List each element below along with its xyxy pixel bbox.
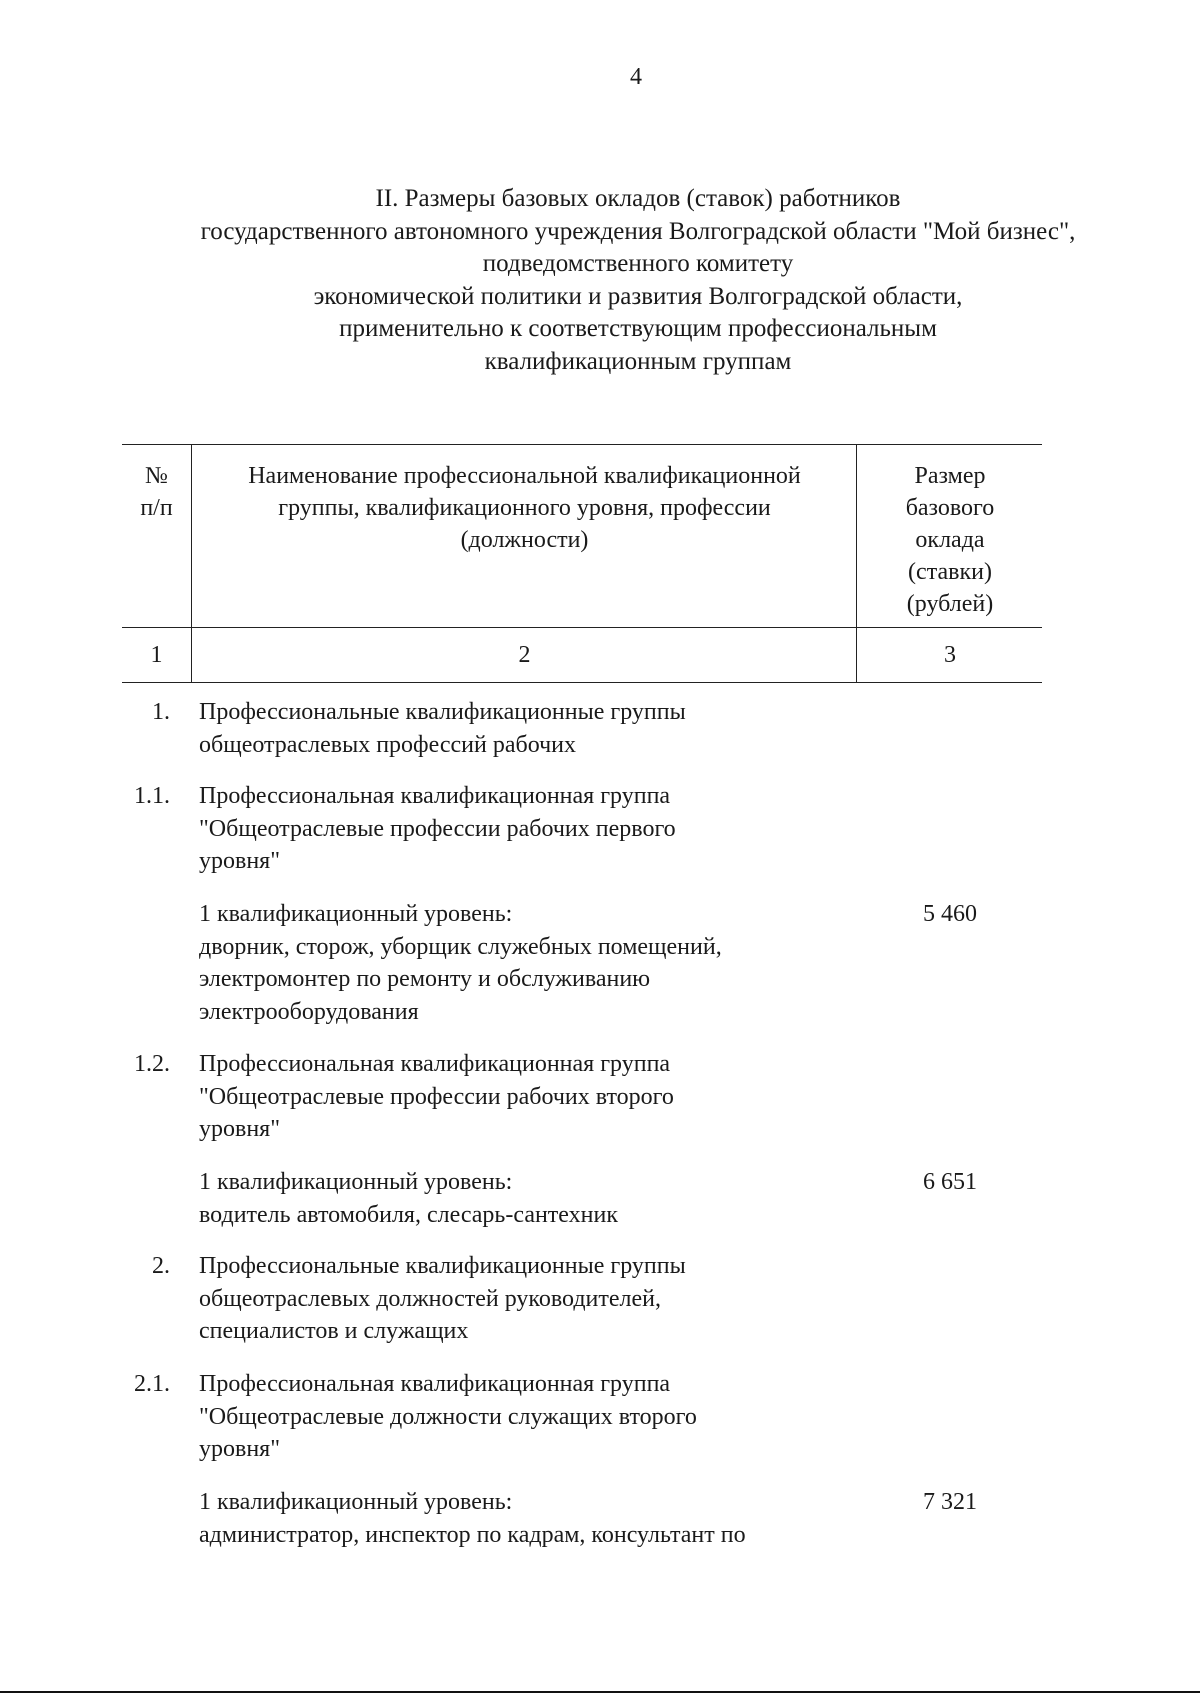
row-number: 2.1. bbox=[134, 1371, 170, 1397]
title-line: экономической политики и развития Волгоградской области, bbox=[313, 282, 963, 310]
header-text: базового bbox=[905, 495, 995, 521]
row-title bbox=[199, 1048, 839, 1146]
row-line: Профессиональные квалификационные группы bbox=[199, 1253, 686, 1279]
row-title bbox=[199, 1368, 839, 1466]
row-line: электрооборудования bbox=[199, 998, 419, 1025]
row-number: 1.1. bbox=[134, 783, 170, 809]
row-line: уровня" bbox=[199, 1116, 281, 1142]
header-text: (рублей) bbox=[906, 591, 994, 617]
row-line: 1 квалификационный уровень: bbox=[199, 901, 513, 927]
row-line: дворник, сторож, уборщик служебных помещений, bbox=[199, 933, 722, 960]
title-line: подведомственного комитету bbox=[482, 250, 794, 277]
column-number-1: 1 bbox=[150, 642, 163, 668]
row-number: 1.2. bbox=[134, 1051, 170, 1077]
header-bottom-rule bbox=[122, 682, 1042, 683]
row-line: Профессиональная квалификационная группа bbox=[199, 783, 671, 809]
salary-value: 7 321 bbox=[923, 1489, 977, 1515]
row-line: электромонтер по ремонту и обслуживанию bbox=[199, 966, 651, 992]
row-number: 1. bbox=[152, 699, 170, 725]
row-line: общеотраслевых профессий рабочих bbox=[199, 731, 576, 758]
row-title bbox=[199, 1250, 839, 1348]
header-divider-rule bbox=[122, 627, 1042, 628]
row-line: "Общеотраслевые должности служащих второго bbox=[199, 1403, 697, 1430]
row-title bbox=[199, 1486, 839, 1551]
row-line: Профессиональная квалификационная группа bbox=[199, 1051, 671, 1077]
title-line: II. Размеры базовых окладов (ставок) работников bbox=[375, 185, 901, 212]
table-header bbox=[122, 444, 1042, 682]
row-line: уровня" bbox=[199, 1436, 281, 1462]
column-divider-1 bbox=[191, 444, 192, 682]
row-line: Профессиональная квалификационная группа bbox=[199, 1371, 671, 1397]
header-text: (должности) bbox=[460, 527, 589, 553]
row-line: 1 квалификационный уровень: bbox=[199, 1489, 513, 1515]
header-text: (ставки) bbox=[908, 559, 992, 585]
row-line: 1 квалификационный уровень: bbox=[199, 1169, 513, 1195]
row-line: общеотраслевых должностей руководителей, bbox=[199, 1285, 661, 1312]
row-title bbox=[199, 1166, 839, 1231]
header-text: оклада bbox=[915, 527, 985, 553]
header-text: Наименование профессиональной квалификационной bbox=[248, 463, 801, 489]
header-salary-column bbox=[858, 460, 1042, 620]
salary-value: 6 651 bbox=[923, 1169, 977, 1195]
table-top-rule bbox=[122, 444, 1042, 445]
row-line: специалистов и служащих bbox=[199, 1318, 469, 1344]
row-number: 2. bbox=[152, 1253, 170, 1279]
row-line: "Общеотраслевые профессии рабочих первого bbox=[199, 815, 676, 842]
page-bottom-rule bbox=[0, 1691, 1200, 1693]
row-line: "Общеотраслевые профессии рабочих второго bbox=[199, 1083, 674, 1110]
title-line: применительно к соответствующим профессиональным bbox=[339, 315, 937, 342]
header-text: группы, квалификационного уровня, профессии bbox=[278, 495, 771, 521]
column-number-2: 2 bbox=[518, 642, 531, 668]
document-title bbox=[100, 183, 1176, 378]
header-text: № bbox=[145, 463, 168, 489]
title-line: государственного автономного учреждения Волгоградской области "Мой бизнес", bbox=[200, 217, 1076, 245]
header-text: п/п bbox=[140, 495, 173, 521]
header-number-column bbox=[122, 460, 191, 524]
title-line: квалификационным группам bbox=[484, 347, 792, 375]
row-line: администратор, инспектор по кадрам, консультант по bbox=[199, 1521, 746, 1548]
row-title bbox=[199, 696, 839, 761]
column-divider-2 bbox=[856, 444, 857, 682]
row-line: Профессиональные квалификационные группы bbox=[199, 699, 686, 725]
page-number: 4 bbox=[630, 64, 642, 90]
column-number-3: 3 bbox=[944, 642, 956, 668]
header-name-column bbox=[193, 460, 856, 556]
row-line: водитель автомобиля, слесарь-сантехник bbox=[199, 1201, 618, 1228]
header-text: Размер bbox=[914, 463, 986, 489]
salary-value: 5 460 bbox=[923, 901, 977, 927]
row-title bbox=[199, 780, 839, 878]
row-title bbox=[199, 898, 839, 1028]
row-line: уровня" bbox=[199, 848, 281, 874]
